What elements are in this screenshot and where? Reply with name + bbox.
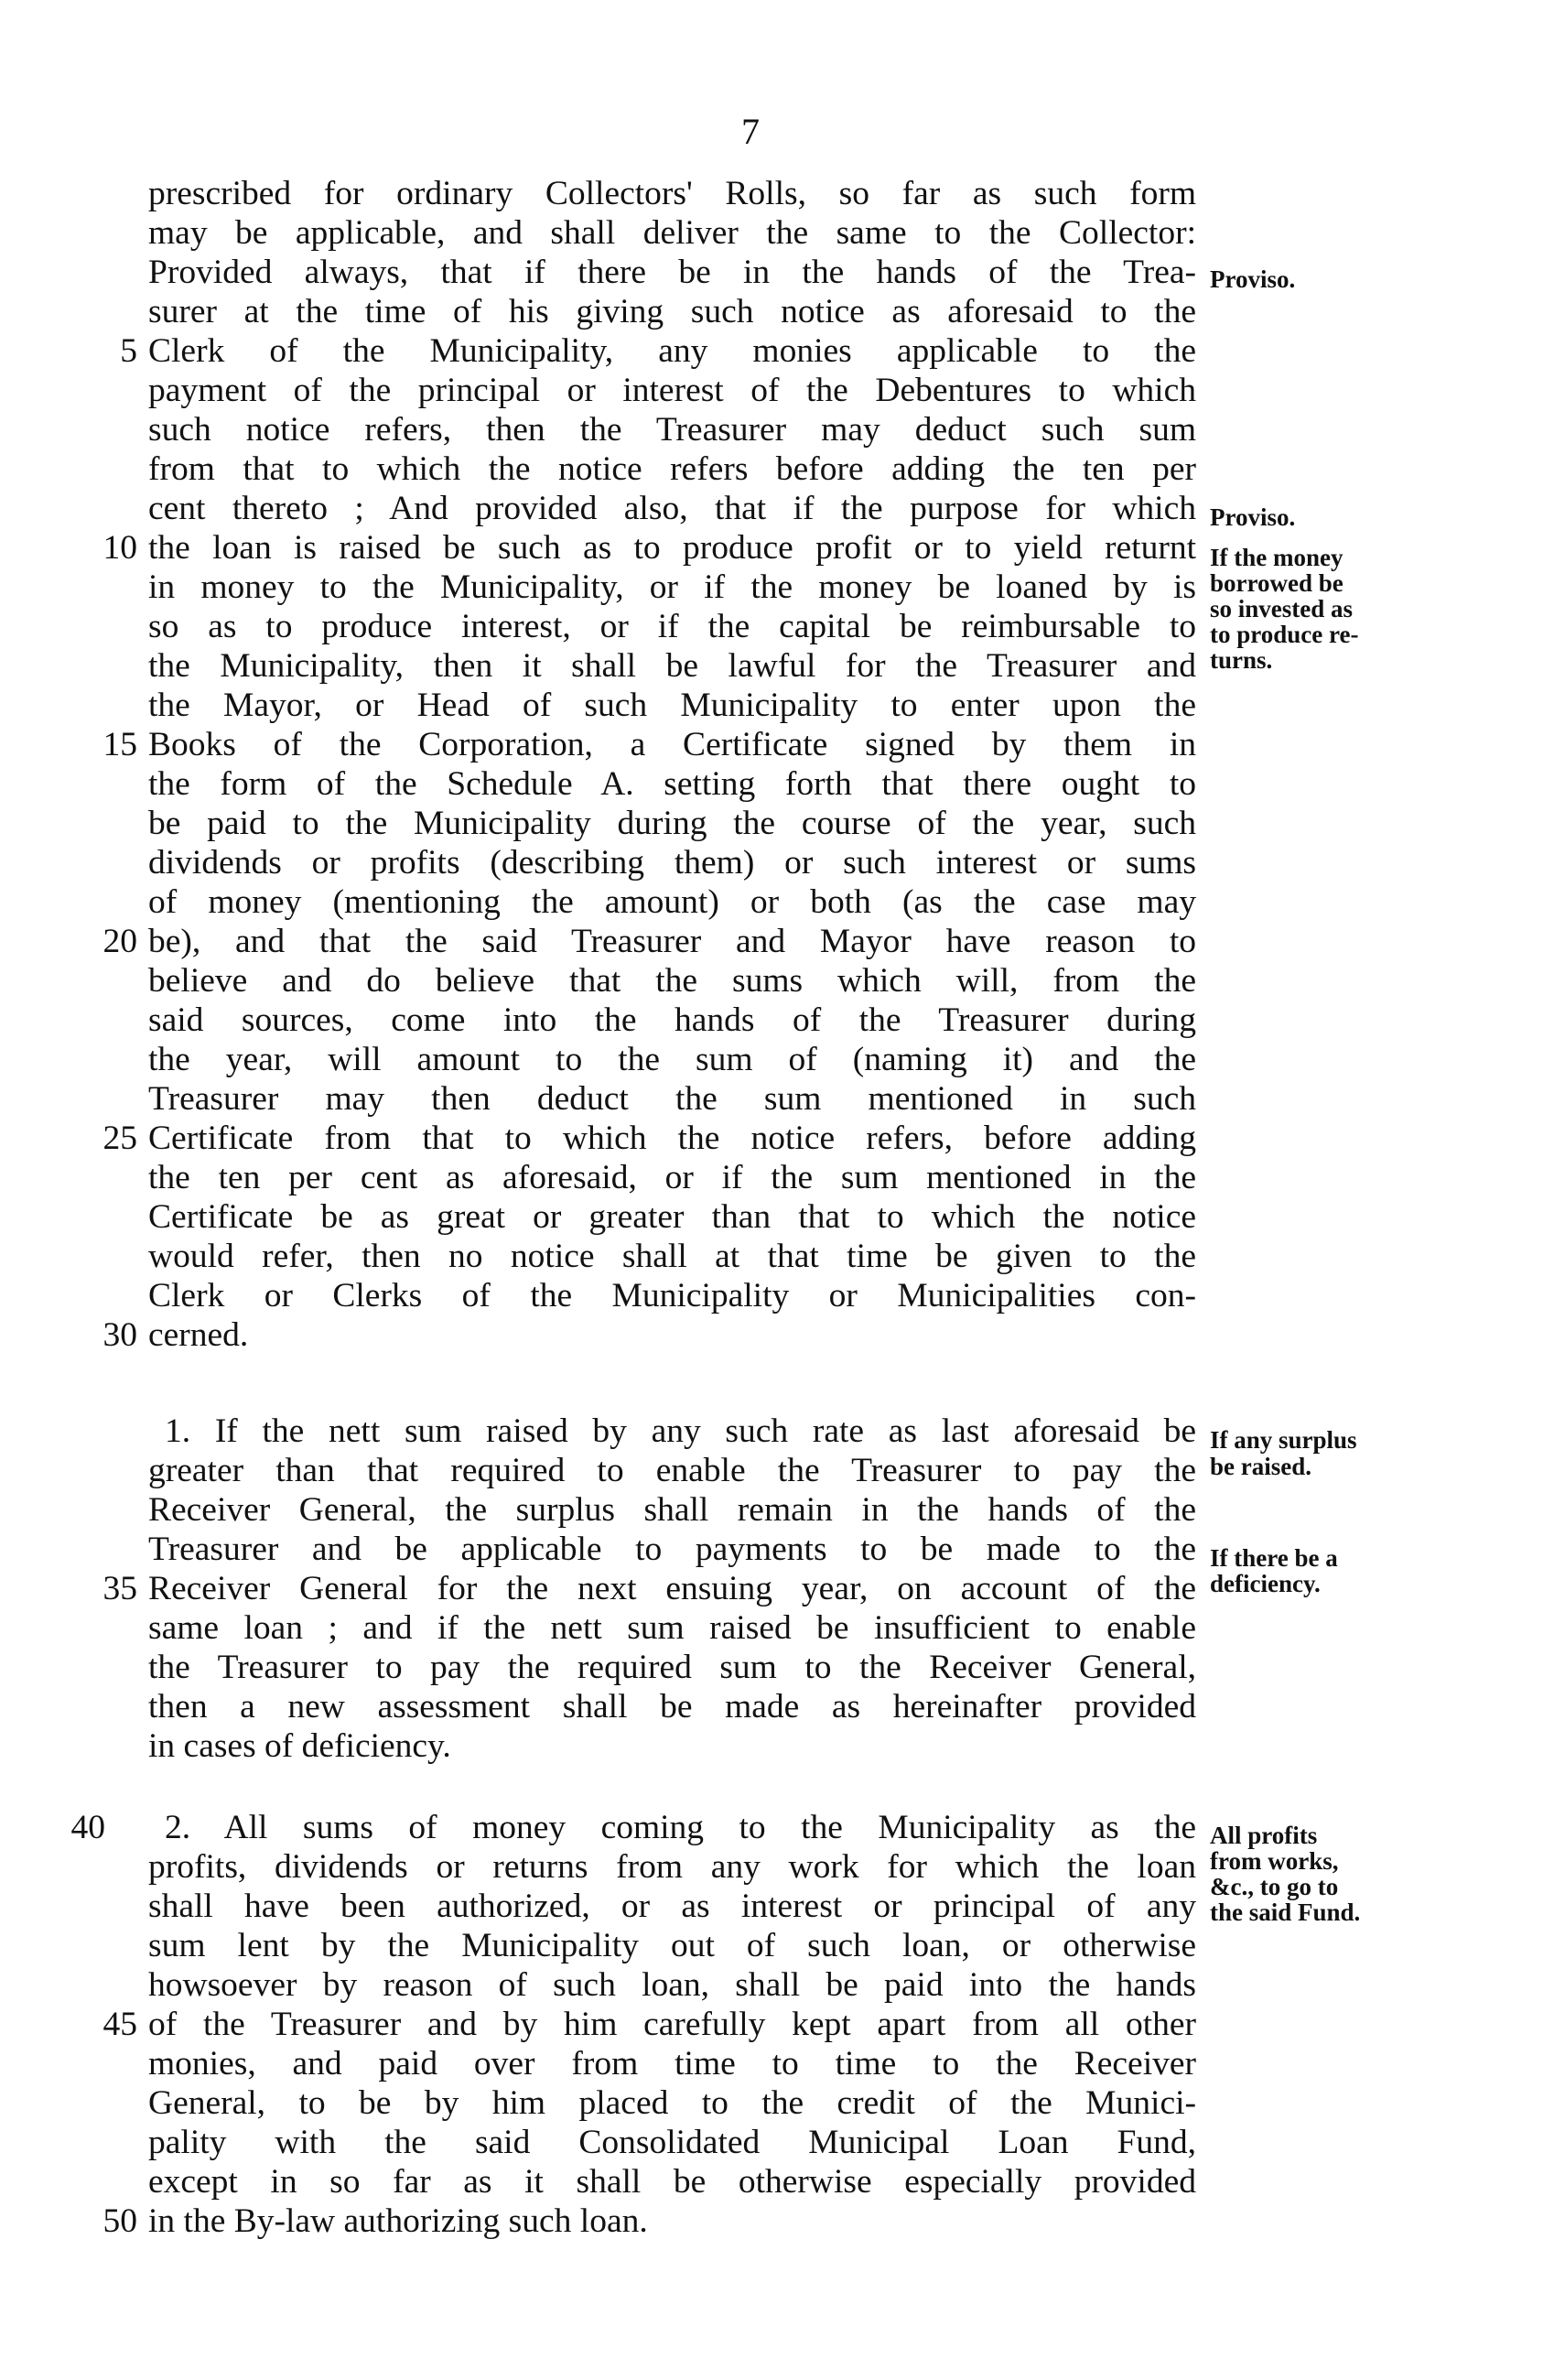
margin-note: If the money: [1210, 544, 1344, 571]
text-line: Receiver General for the next ensuing year, on account of the: [148, 1570, 1196, 1607]
text-line: 2. All sums of money coming to the Municipality as the: [165, 1809, 1196, 1846]
text-line: the Municipality, then it shall be lawful for the Treasurer and: [148, 647, 1196, 685]
margin-note: borrowed be: [1210, 569, 1344, 597]
margin-note: turns.: [1210, 646, 1273, 674]
margin-note: If any surplus: [1210, 1426, 1357, 1454]
margin-note: If there be a: [1210, 1544, 1338, 1572]
line-number: 5: [120, 332, 137, 370]
text-line: 1. If the nett sum raised by any such rate as last aforesaid be: [165, 1412, 1196, 1450]
line-number: 25: [103, 1120, 137, 1157]
margin-note: be raised.: [1210, 1453, 1311, 1480]
margin-note: deficiency.: [1210, 1570, 1321, 1597]
text-line: howsoever by reason of such loan, shall be paid into the hands: [148, 1966, 1196, 2004]
margin-note: from works,: [1210, 1847, 1339, 1875]
text-line: monies, and paid over from time to time to the Receiver: [148, 2045, 1196, 2082]
text-line: then a new assessment shall be made as hereinafter provided: [148, 1688, 1196, 1726]
margin-note: Proviso.: [1210, 503, 1296, 531]
line-number: 15: [103, 726, 137, 763]
margin-note: the said Fund.: [1210, 1899, 1361, 1926]
text-line: the Treasurer to pay the required sum to the Receiver General,: [148, 1649, 1196, 1686]
text-line: Treasurer may then deduct the sum mentioned in such: [148, 1080, 1196, 1118]
text-line: the loan is raised be such as to produce profit or to yield returnt: [148, 529, 1196, 567]
text-line: shall have been authorized, or as interest or principal of any: [148, 1888, 1196, 1925]
text-line: of money (mentioning the amount) or both (as the case may: [148, 883, 1196, 921]
text-line: Clerk of the Municipality, any monies applicable to the: [148, 332, 1196, 370]
text-line: profits, dividends or returns from any work for which the loan: [148, 1848, 1196, 1886]
line-number: 10: [103, 529, 137, 567]
text-line: believe and do believe that the sums which will, from the: [148, 962, 1196, 1000]
text-line: of the Treasurer and by him carefully kept apart from all other: [148, 2006, 1196, 2043]
text-line: such notice refers, then the Treasurer may deduct such sum: [148, 411, 1196, 449]
text-line: so as to produce interest, or if the capital be reimbursable to: [148, 608, 1196, 645]
text-line: Receiver General, the surplus shall remain in the hands of the: [148, 1491, 1196, 1529]
text-line: be paid to the Municipality during the course of the year, such: [148, 805, 1196, 842]
margin-note: to produce re-: [1210, 621, 1359, 648]
text-line: in the By-law authorizing such loan.: [148, 2202, 648, 2240]
line-number: 20: [103, 923, 137, 960]
text-line: cerned.: [148, 1316, 249, 1354]
text-line: the Mayor, or Head of such Municipality to enter upon the: [148, 687, 1196, 724]
text-line: payment of the principal or interest of the Debentures to which: [148, 372, 1196, 409]
page-number: 7: [741, 111, 760, 152]
text-line: Certificate from that to which the notice refers, before adding: [148, 1120, 1196, 1157]
text-line: the ten per cent as aforesaid, or if the sum mentioned in the: [148, 1159, 1196, 1196]
text-line: said sources, come into the hands of the Treasurer during: [148, 1001, 1196, 1039]
text-line: except in so far as it shall be otherwise especially provided: [148, 2163, 1196, 2201]
text-line: greater than that required to enable the Treasurer to pay the: [148, 1452, 1196, 1489]
text-line: in money to the Municipality, or if the money be loaned by is: [148, 568, 1196, 606]
line-number: 30: [103, 1316, 137, 1354]
margin-note: so invested as: [1210, 595, 1354, 622]
text-line: General, to be by him placed to the credit of the Munici-: [148, 2084, 1196, 2122]
text-line: Clerk or Clerks of the Municipality or Municipalities con-: [148, 1277, 1196, 1314]
line-number: 40: [70, 1809, 105, 1846]
text-line: Certificate be as great or greater than that to which the notice: [148, 1198, 1196, 1236]
margin-note: All profits: [1210, 1822, 1318, 1849]
text-line: the year, will amount to the sum of (naming it) and the: [148, 1041, 1196, 1078]
text-line: prescribed for ordinary Collectors' Rolls, so far as such form: [148, 175, 1196, 212]
text-line: would refer, then no notice shall at that time be given to the: [148, 1238, 1196, 1275]
line-number: 45: [103, 2006, 137, 2043]
text-line: be), and that the said Treasurer and Mayor have reason to: [148, 923, 1196, 960]
text-line: surer at the time of his giving such notice as aforesaid to the: [148, 293, 1196, 330]
text-line: Provided always, that if there be in the hands of the Trea-: [148, 254, 1196, 291]
text-line: from that to which the notice refers before adding the ten per: [148, 450, 1196, 488]
text-line: sum lent by the Municipality out of such loan, or otherwise: [148, 1927, 1196, 1964]
text-line: same loan ; and if the nett sum raised be insufficient to enable: [148, 1609, 1196, 1647]
text-line: may be applicable, and shall deliver the same to the Collector:: [148, 214, 1196, 252]
line-number: 35: [103, 1570, 137, 1607]
margin-note: &c., to go to: [1210, 1873, 1339, 1900]
text-line: pality with the said Consolidated Municipal Loan Fund,: [148, 2124, 1196, 2161]
text-line: dividends or profits (describing them) or such interest or sums: [148, 844, 1196, 882]
line-number: 50: [103, 2202, 137, 2240]
text-line: in cases of deficiency.: [148, 1727, 451, 1765]
text-line: Books of the Corporation, a Certificate signed by them in: [148, 726, 1196, 763]
text-line: the form of the Schedule A. setting forth that there ought to: [148, 765, 1196, 803]
text-line: Treasurer and be applicable to payments to be made to the: [148, 1531, 1196, 1568]
margin-note: Proviso.: [1210, 265, 1296, 293]
text-line: cent thereto ; And provided also, that if the purpose for which: [148, 490, 1196, 527]
